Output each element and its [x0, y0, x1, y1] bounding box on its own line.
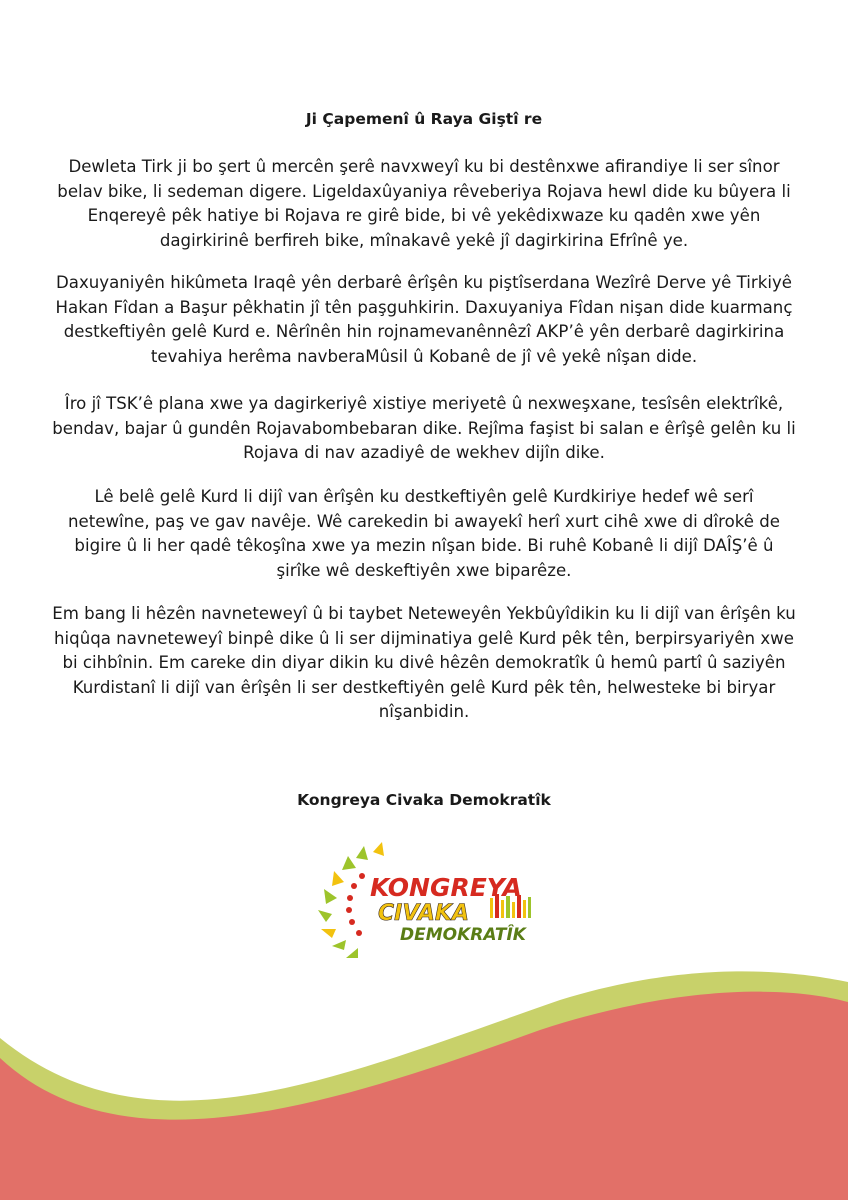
decorative-waves [0, 960, 848, 1200]
red-wave [0, 992, 848, 1200]
paragraph-4: Lê belê gelê Kurd li dijî van êrîşên ku destkeftiyên gelê Kurdkiriye hedef wê serî netewîne, paş ve gav navêje. Wê carekedin bi awayekî herî xurt cihê xwe di dîrokê de bigire û li her qadê têkoşîna xwe ya mezin nîşan bide. Bi ruhê Kobanê li dijî DAÎŞ’ê û şirîke wê deskeftiyên xwe biparêze. [68, 487, 780, 580]
kcd-logo [318, 840, 548, 960]
paragraph-5: Em bang li hêzên navneteweyî û bi taybet Neteweyên Yekbûyîdikin ku li dijî van êrîşên ku hiqûqa navneteweyî binpê dike û li ser dijminatiya gelê Kurd pêk tên, berpirsyariyên xwe bi cihbînin. Em careke din diyar dikin ku divê hêzên demokratîk û hemû partî û saziyên Kurdistanî li dijî van êrîşên li ser destkeftiyên gelê Kurd pêk tên, helwesteke bi biryar nîşanbidin. [52, 604, 796, 721]
logo-line-1: KONGREYA [370, 873, 522, 902]
sun-dots [346, 873, 365, 936]
paragraph-1: Dewleta Tirk ji bo şert û mercên şerê navxweyî ku bi destênxwe afirandiye li ser sînor belav bike, li sedeman digere. Ligeldaxûyaniya rêveberiya Rojava hewl dide ku bûyera li Enqereyê pêk hatiye bi Rojava re girê bide, bi vê yekêdixwaze ku qadên xwe yên dagirkirinê berfireh bike, mînakavê yekê jî dagirkirina Efrînê ye. [57, 157, 791, 250]
signature: Kongreya Civaka Demokratîk [297, 791, 551, 809]
paragraph-3: Îro jî TSK’ê plana xwe ya dagirkeriyê xistiye meriyetê û nexweşxane, tesîsên elektrîkê, bendav, bajar û gundên Rojavabombebaran dike. Rejîma faşist bi salan e êrîşê gelên ku li Rojava di nav azadiyê de wekhev dijîn dike. [52, 394, 796, 462]
logo-line-3: DEMOKRATÎK [400, 925, 526, 945]
document-title: Ji Çapemenî û Raya Giştî re [305, 110, 543, 128]
logo-line-2: CIVAKA [378, 901, 469, 926]
paragraph-2: Daxuyaniyên hikûmeta Iraqê yên derbarê êrîşên ku piştîserdana Wezîrê Derve yê Tirkiyê Hakan Fîdan a Başur pêkhatin jî tên paşguhkirin. Daxuyaniya Fîdan nişan dide kuarmanç destkeftiyên gelê Kurd e. Nêrînên hin rojnamevanênnêzî AKP’ê yên derbarê dagirkirina tevahiya herêma navberaMûsil û Kobanê de jî vê yekê nîşan dide. [55, 273, 793, 366]
